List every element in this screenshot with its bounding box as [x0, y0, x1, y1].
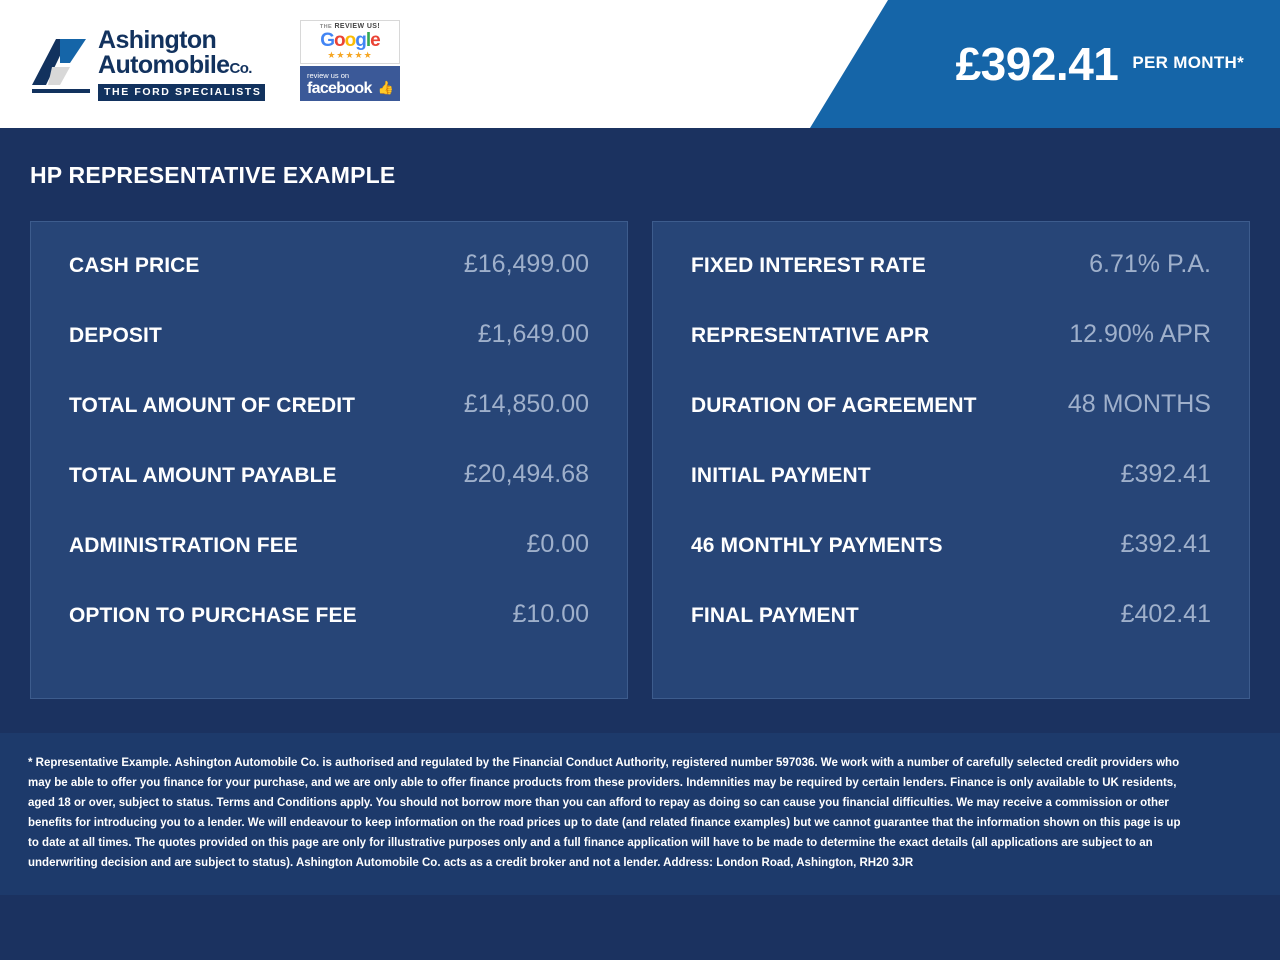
row-value: £10.00	[512, 600, 589, 628]
logo-line-2-main: Automobile	[98, 50, 230, 79]
page-title: HP REPRESENTATIVE EXAMPLE	[30, 162, 396, 188]
row-value: £392.41	[1120, 460, 1211, 488]
row-label: 46 MONTHLY PAYMENTS	[691, 534, 943, 557]
row-label: FIXED INTEREST RATE	[691, 254, 926, 277]
row-value: 12.90% APR	[1069, 320, 1211, 348]
table-row	[691, 600, 1211, 670]
google-review-badge[interactable]	[300, 20, 400, 64]
row-value: £0.00	[526, 530, 589, 558]
logo-wordmark	[98, 25, 265, 101]
review-badges	[300, 20, 400, 101]
monthly-price-amount: £392.41	[955, 38, 1119, 90]
google-letter-g1: G	[320, 30, 335, 51]
table-row	[691, 460, 1211, 530]
table-row	[69, 530, 589, 600]
table-row	[691, 390, 1211, 460]
row-label: ADMINISTRATION FEE	[69, 534, 298, 557]
row-label: DEPOSIT	[69, 324, 162, 347]
table-row	[691, 530, 1211, 600]
facebook-review-badge[interactable]	[300, 66, 400, 101]
row-value: £20,494.68	[463, 460, 589, 488]
google-stars-icon: ★★★★★	[327, 50, 373, 60]
google-review-tiny: THE	[319, 24, 333, 30]
page-header	[0, 0, 1280, 128]
row-label: DURATION OF AGREEMENT	[691, 394, 977, 417]
facebook-wordmark: facebook	[307, 79, 372, 97]
logo-tagline: THE FORD SPECIALISTS	[98, 84, 265, 101]
row-value: 48 MONTHS	[1067, 390, 1211, 418]
disclaimer-text: * Representative Example. Ashington Automobile Co. is authorised and regulated by the Financial Conduct Authority, registered number 597036. We work with a number of carefully selected credit providers who may be able to offer you finance for your purchase, and we are only able to offer finance products from these providers. Indemnities may be required by certain lenders. Finance is only available to UK residents, aged 18 or over, subject to status. Terms and Conditions apply. You should not borrow more than you can afford to repay as doing so can cause you financial difficulties. We may receive a commission or other benefits for introducing you to a lender. We will endeavour to keep information on the road prices up to date (and related finance examples) but we cannot guarantee that the information shown on this page is up to date at all times. The quotes provided on this page are only for illustrative purposes only and a full finance application will have to be made to determine the exact details (all applications are subject to an underwriting decision and are subject to status). Ashington Automobile Co. acts as a credit broker and not a lender. Address: London Road, Ashington, RH20 3JR	[28, 757, 1181, 869]
table-row	[691, 320, 1211, 390]
finance-example-section	[0, 128, 1280, 699]
row-label: INITIAL PAYMENT	[691, 464, 871, 487]
row-label: CASH PRICE	[69, 254, 200, 277]
google-letter-o2: o	[344, 30, 356, 51]
table-row	[69, 250, 589, 320]
row-label: FINAL PAYMENT	[691, 604, 859, 627]
row-value: £1,649.00	[477, 320, 589, 348]
table-row	[691, 250, 1211, 320]
disclaimer-section	[0, 733, 1280, 895]
company-logo[interactable]	[30, 26, 282, 102]
table-row	[69, 460, 589, 530]
facebook-review-label: review us on	[307, 70, 350, 80]
row-label: OPTION TO PURCHASE FEE	[69, 604, 357, 627]
table-row	[69, 600, 589, 670]
facebook-wordmark-row	[307, 80, 400, 97]
row-label: TOTAL AMOUNT OF CREDIT	[69, 394, 356, 417]
row-label: REPRESENTATIVE APR	[691, 324, 930, 347]
logo-line-2	[98, 50, 265, 81]
google-letter-o1: o	[334, 30, 345, 51]
finance-panels	[30, 221, 1250, 699]
finance-panel-left	[30, 221, 628, 699]
page-bottom-fill	[0, 895, 1280, 955]
thumbs-up-icon: 👍	[377, 80, 394, 95]
row-value: £402.41	[1120, 600, 1211, 628]
row-value: 6.71% P.A.	[1089, 250, 1211, 278]
monthly-price-block	[956, 0, 1244, 128]
finance-panel-right	[652, 221, 1250, 699]
table-row	[69, 390, 589, 460]
logo-line-2-suffix: Co.	[229, 59, 252, 77]
row-value: £16,499.00	[463, 250, 589, 278]
row-value: £14,850.00	[463, 390, 589, 418]
logo-swoosh-icon	[30, 33, 92, 95]
google-letter-g2: g	[355, 30, 366, 51]
google-letter-e: e	[370, 30, 380, 51]
row-value: £392.41	[1120, 530, 1211, 558]
google-letter-l: l	[365, 30, 371, 51]
logo-line-1: Ashington	[98, 25, 217, 54]
google-wordmark	[301, 31, 399, 50]
table-row	[69, 320, 589, 390]
row-label: TOTAL AMOUNT PAYABLE	[69, 464, 337, 487]
monthly-price-label: PER MONTH*	[1132, 53, 1244, 72]
google-review-label: REVIEW US!	[334, 23, 381, 30]
